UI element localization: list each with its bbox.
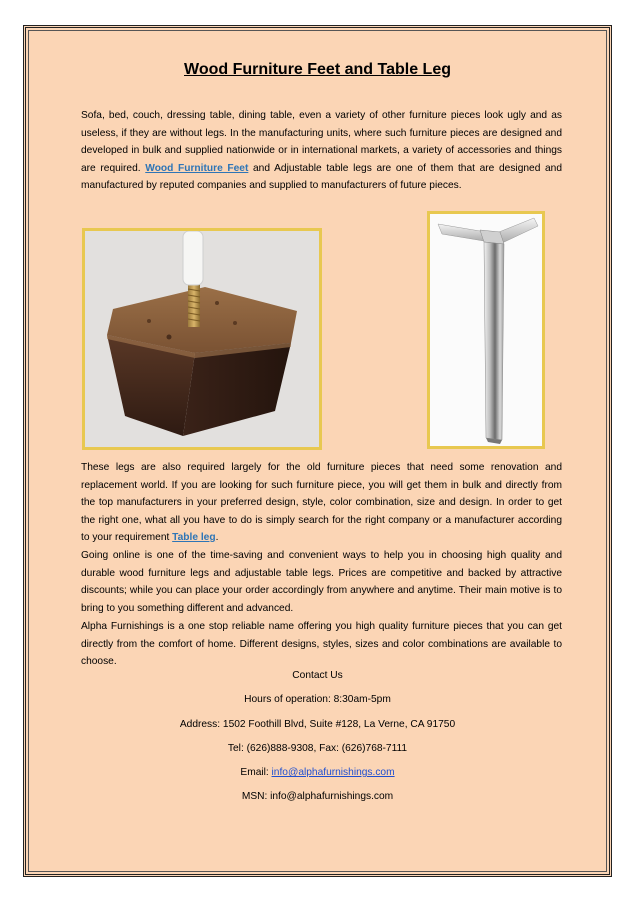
online-paragraph: Going online is one of the time-saving and convenient ways to help you in choosing high quality and durable wood furniture legs and adjustable table legs. Prices are competitive and backed by attractive discounts; while you can place your order accordingly from anywhere and anytime. Their main motive is to bring to you something different and advanced. [81,550,562,614]
table-leg-link[interactable]: Table leg [172,532,216,543]
renovation-text-end: . [215,532,219,543]
email-line [26,766,609,780]
renovation-paragraph [81,459,562,547]
wood-furniture-feet-link[interactable]: Wood Furniture Feet [145,162,249,174]
contact-heading: Contact Us [292,670,343,681]
email-link[interactable]: info@alphafurnishings.com [271,767,395,778]
intro-text-end: and Adjustable table legs are one of them that are designed and manufactured by reputed companies and supplied to manufacturers of future pieces. [81,162,563,191]
phone-fax: Tel: (626)888-9308, Fax: (626)768-7111 [227,743,408,754]
alpha-furnishings-paragraph: Alpha Furnishings is a one stop reliable name offering you high quality furniture pieces that you can get directly from the comfort of home. Different designs, styles, sizes and color combinations are available to choose. [81,621,562,667]
renovation-text-start: These legs are also required largely for the old furniture pieces that need some renovation and replacement world. If you are looking for such furniture piece, you will get them in bulk and directly from the top manufacturers in your preferred design, style, color combination, size and design. In order to get the right one, what all you have to do is simply search for the right company or a manufacturer according to your requirement [81,462,562,543]
email-label: Email: [240,767,272,778]
document-page [23,25,612,877]
intro-paragraph [81,107,562,195]
address: Address: 1502 Foothill Blvd, Suite #128, La Verne, CA 91750 [179,719,456,730]
adjustable-table-leg-image [427,211,545,449]
wood-furniture-foot-image [82,228,322,450]
hours-of-operation: Hours of operation: 8:30am-5pm [244,694,391,705]
document-title: Wood Furniture Feet and Table Leg [184,61,451,78]
wood-foot-illustration [85,231,319,447]
intro-text-start: Sofa, bed, couch, dressing table, dining table, even a variety of other furniture pieces look ugly and as useless, if they are without legs. In the manufacturing units, where such furniture pieces are designed and developed in bulk and supplied nationwide or in international markets, a variety of accessories and things are required. [81,110,562,174]
table-leg-illustration [430,214,542,446]
msn-contact: MSN: info@alphafurnishings.com [241,791,394,802]
